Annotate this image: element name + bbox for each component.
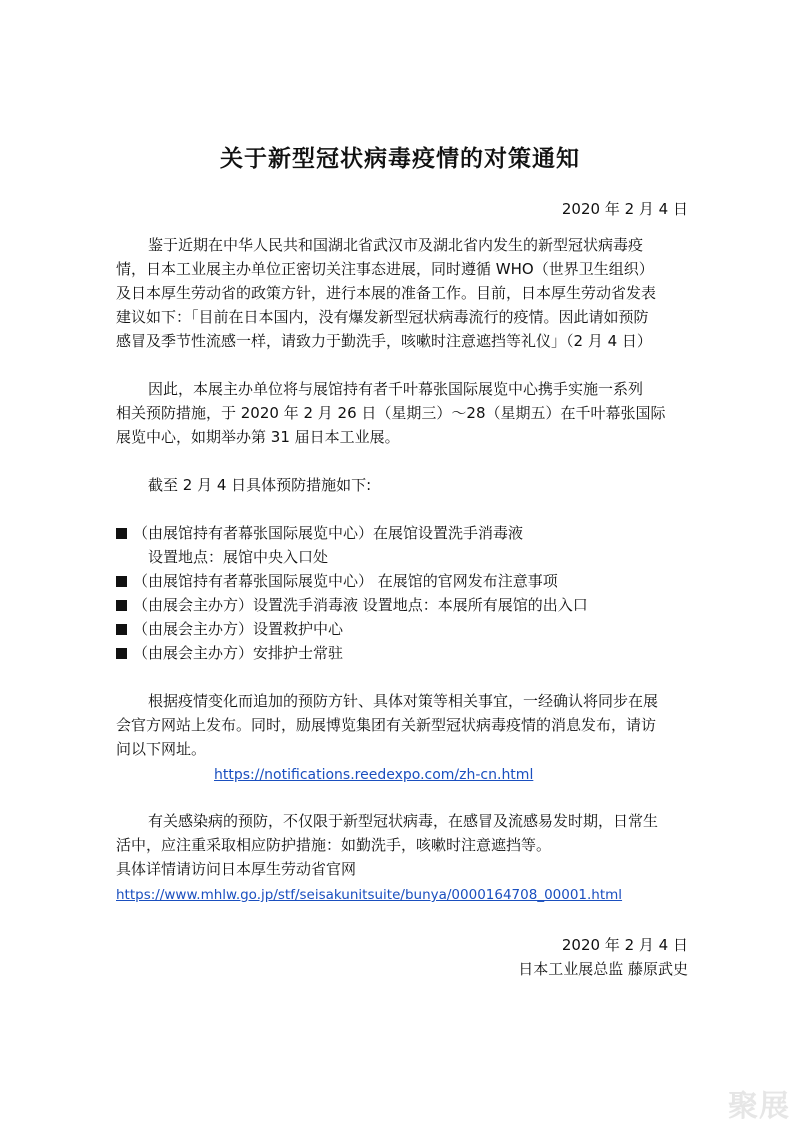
measure-text: （由展会主办方）安排护士常驻 bbox=[133, 644, 344, 662]
list-item bbox=[116, 524, 523, 542]
measure-text: （由展馆持有者幕张国际展览中心） 在展馆的官网发布注意事项 bbox=[133, 572, 558, 590]
square-bullet-icon bbox=[116, 648, 127, 659]
para2-line: 展览中心，如期举办第 31 届日本工业展。 bbox=[116, 428, 400, 446]
para3-line: 会官方网站上发布。同时，励展博览集团有关新型冠状病毒疫情的消息发布，请访 bbox=[116, 716, 657, 734]
list-item bbox=[116, 572, 558, 590]
para2-line: 相关预防措施，于 2020 年 2 月 26 日（星期三）～28（星期五）在千叶幕张国际 bbox=[116, 404, 666, 422]
para4-line: 有关感染病的预防，不仅限于新型冠状病毒，在感冒及流感易发时期，日常生 bbox=[148, 812, 659, 830]
watermark-logo: 聚展 bbox=[728, 1089, 790, 1124]
measures-intro: 截至 2 月 4 日具体预防措施如下: bbox=[148, 476, 372, 494]
square-bullet-icon bbox=[116, 576, 127, 587]
list-item bbox=[116, 620, 343, 638]
measure-text: （由展会主办方）设置洗手消毒液 设置地点：本展所有展馆的出入口 bbox=[133, 596, 588, 614]
mhlw-link[interactable]: https://www.mhlw.go.jp/stf/seisakunitsuite/bunya/0000164708_00001.html bbox=[116, 887, 623, 903]
square-bullet-icon bbox=[116, 624, 127, 635]
para1-line: 建议如下：「目前在日本国内，没有爆发新型冠状病毒流行的疫情。因此请如预防 bbox=[116, 308, 649, 326]
square-bullet-icon bbox=[116, 528, 127, 539]
date-top: 2020 年 2 月 4 日 bbox=[561, 200, 688, 218]
details-label: 具体详情请访问日本厚生劳动省官网 bbox=[116, 860, 357, 878]
square-bullet-icon bbox=[116, 600, 127, 611]
page-title: 关于新型冠状病毒疫情的对策通知 bbox=[220, 146, 580, 172]
reedexpo-link[interactable]: https://notifications.reedexpo.com/zh-cn.html bbox=[214, 767, 534, 783]
para1-line: 及日本厚生劳动省的政策方针，进行本展的准备工作。目前，日本厚生劳动省发表 bbox=[116, 284, 657, 302]
para1-line: 情，日本工业展主办单位正密切关注事态进展，同时遵循 WHO（世界卫生组织） bbox=[116, 260, 654, 278]
para3-line: 根据疫情变化而追加的预防方针、具体对策等相关事宜，一经确认将同步在展 bbox=[148, 692, 659, 710]
list-item bbox=[116, 596, 588, 614]
date-bottom: 2020 年 2 月 4 日 bbox=[561, 936, 688, 954]
measure-text: （由展馆持有者幕张国际展览中心）在展馆设置洗手消毒液 bbox=[133, 524, 524, 542]
para3-line: 问以下网址。 bbox=[116, 740, 207, 758]
measure-text: （由展会主办方）设置救护中心 bbox=[133, 620, 344, 638]
para4-line: 活中，应注重采取相应防护措施：如勤洗手，咳嗽时注意遮挡等。 bbox=[116, 836, 552, 854]
para1-line: 感冒及季节性流感一样，请致力于勤洗手，咳嗽时注意遮挡等礼仪」（2 月 4 日） bbox=[116, 332, 652, 350]
measure-sub-location: 设置地点：展馆中央入口处 bbox=[148, 548, 329, 566]
para1-line: 鉴于近期在中华人民共和国湖北省武汉市及湖北省内发生的新型冠状病毒疫 bbox=[148, 236, 644, 254]
para2-line: 因此，本展主办单位将与展馆持有者千叶幕张国际展览中心携手实施一系列 bbox=[148, 380, 644, 398]
list-item bbox=[116, 644, 343, 662]
signature: 日本工业展总监 藤原武史 bbox=[518, 960, 688, 978]
